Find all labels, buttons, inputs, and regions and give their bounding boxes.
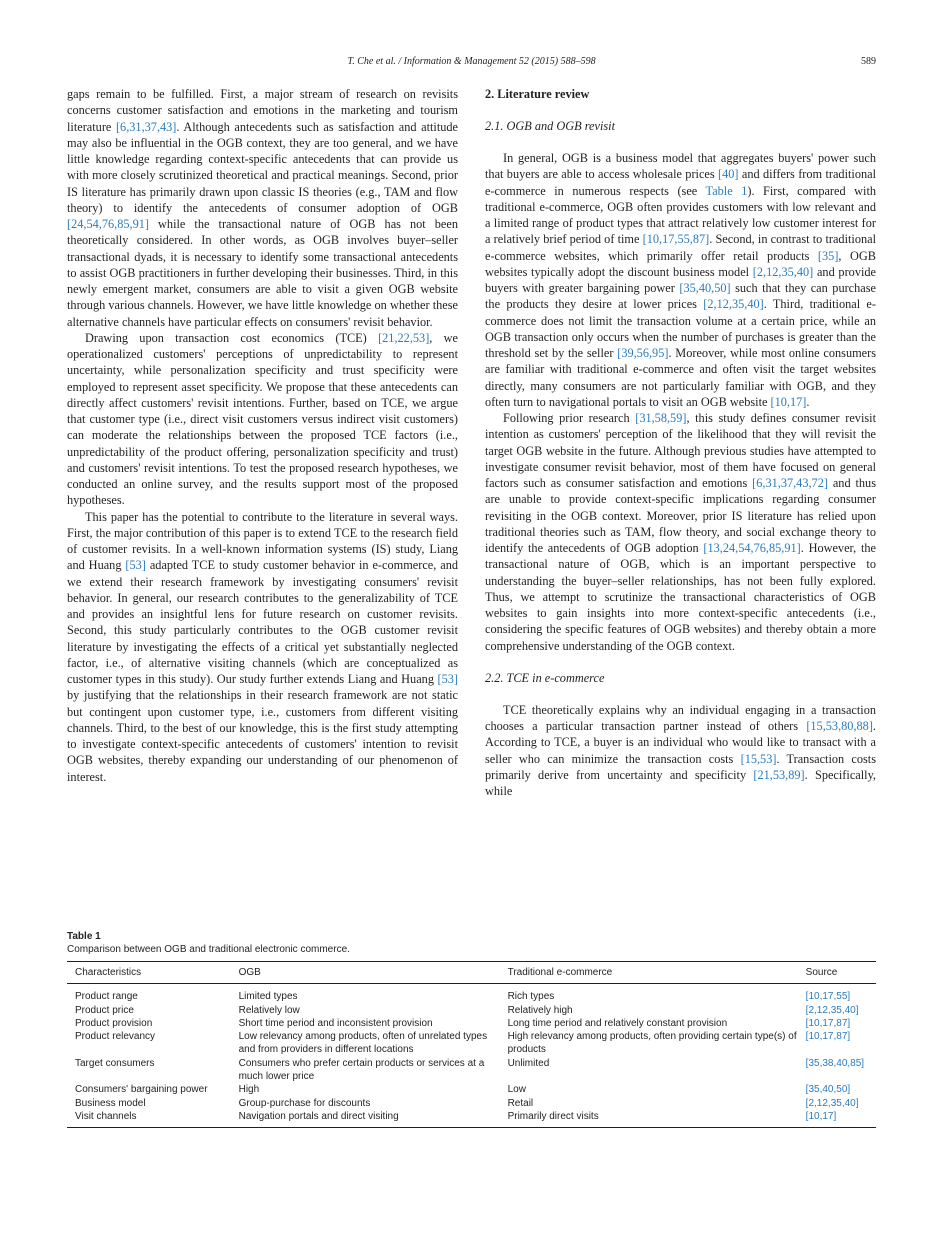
text-run: , this study defines consumer revisit intention as customers' perception of the likelihood that they will revisit the target OGB website in the future. Although previous studies have attempted to investigate consumer revisit behavior, most of them have focused on general factors such as consumer satisfaction and emotions [485, 411, 876, 490]
comparison-table [67, 961, 876, 1128]
ogb-cell: Low relevancy among products, often of unrelated types and from providers in different locations [238, 1031, 488, 1056]
text-run: , we operationalized customers' perceptions of unpredictability to represent uncertainty, while personalization specificity and trust specificity were employed to represent asset specificity. We propose that these antecedents can directly affect customers' revisit intentions. Further, based on TCE, we argue that customer type (i.e., direct visit customers versus indirect visit customers) can moderate the relationships between the proposed TCE factors (i.e., unpredictability of the product offering, personalization specificity and trust) and customers' revisit intentions. To test the proposed research hypotheses, we conducted an online survey, and the results support most of the proposed hypotheses. [67, 330, 458, 508]
characteristic-cell: Target consumers [75, 1057, 155, 1069]
citation-link[interactable]: [40] [718, 167, 739, 182]
text-run: . However, the transactional nature of OGB, which is an important perspective to understanding the buyer–seller relationships, has not been fully explored. Thus, we attempt to scrutinize the transactional characteristics of OGB websites to gain insights into more context-specific antecedents (i.e., considering the specific features of OGB websites) and thereby obtain a more comprehensive understanding of the OGB context. [485, 541, 876, 653]
column-header: Characteristics [67, 962, 231, 984]
table-header-row [67, 962, 876, 984]
table-row [67, 1017, 876, 1030]
citation-link[interactable]: [2,12,35,40] [752, 264, 814, 279]
text-run: . Second, in contrast to traditional e-commerce websites, which primarily offer retail products [485, 232, 876, 263]
text-run: . Transaction costs primarily derive from uncertainty and specificity [485, 751, 876, 782]
characteristic-cell: Business model [75, 1097, 146, 1109]
page-number: 589 [861, 56, 876, 67]
text-run: adapted TCE to study customer behavior in e-commerce, and we extend their research framework by investigating consumers' revisit behavior. In general, our research contributes to the generalizability of TCE and provides an insightful lens for future research on customer revisits. Second, this study particularly contributes to the OGB customer revisit literature by investigating the effects of a critical yet substantially neglected factor, i.e., of alternative visiting channels (which are conceptualized as customer types in this study). Our study further extends Liang and Huang [67, 558, 458, 686]
characteristic-cell: Product range [75, 991, 138, 1003]
table-row [67, 984, 876, 1004]
table-1 [67, 930, 876, 1128]
text-run: Following prior research [503, 411, 636, 425]
text-run: and differs from traditional e-commerce in numerous respects (see [485, 167, 876, 198]
citation-link[interactable]: [35] [817, 248, 839, 263]
journal-citation: T. Che et al. / Information & Management 52 (2015) 588–598 [347, 56, 596, 67]
citation-link[interactable]: [53] [125, 558, 146, 573]
traditional-cell: Relatively high [507, 1004, 573, 1016]
text-run: This paper has the potential to contribute to the literature in several ways. First, the major contribution of this paper is to extend TCE to the research field of customer revisits. In a well-known information systems (IS) study, Liang and Huang [67, 509, 458, 573]
citation-link[interactable]: [21,22,53] [378, 330, 430, 345]
citation-link[interactable]: [13,24,54,76,85,91] [703, 541, 801, 555]
traditional-cell: High relevancy among products, often providing certain type(s) of products [507, 1031, 797, 1056]
text-run: , OGB websites typically adopt the discount business model [485, 248, 876, 279]
source-cell[interactable]: [35,40,50] [805, 1084, 851, 1096]
citation-link[interactable]: [6,31,37,43] [115, 119, 177, 134]
paragraph [485, 410, 876, 654]
source-cell[interactable]: [10,17] [798, 1110, 876, 1128]
text-run: ). First, compared with traditional e-commerce, OGB often provides customers with low relevant and a limited range of product types that attract relatively low customer interest for a relatively brief period of time [485, 183, 877, 247]
paragraph [67, 86, 458, 330]
traditional-cell: Unlimited [507, 1057, 550, 1069]
ogb-cell: Short time period and inconsistent provision [238, 1017, 433, 1029]
ogb-cell: Navigation portals and direct visiting [231, 1110, 500, 1128]
section-heading: 2. Literature review [485, 87, 590, 101]
table-row [67, 1097, 876, 1110]
text-run: and provide buyers with greater bargaining power [485, 264, 876, 295]
source-cell[interactable]: [10,17,87] [805, 1031, 851, 1043]
table-row [67, 1083, 876, 1096]
characteristic-cell: Consumers' bargaining power [75, 1084, 208, 1096]
text-run: TCE theoretically explains why an individual engaging in a transaction chooses a particular transaction partner instead of others [485, 702, 876, 733]
text-run: . Third, traditional e-commerce does not limit the transaction volume at a certain price, while an OGB transaction only occurs when the number of purchases is greater than the threshold set by the seller [485, 297, 876, 360]
ogb-cell: High [238, 1084, 260, 1096]
traditional-cell: Low [507, 1084, 526, 1096]
text-run: . Specifically, while [485, 767, 876, 798]
source-cell[interactable]: [35,38,40,85] [805, 1057, 865, 1069]
text-run: . Moreover, while most online consumers are familiar with traditional e-commerce and often visit the target websites directly, many consumers are not particularly familiar with OGB, and they often turn to navigational portals to visit an OGB website [485, 346, 876, 409]
citation-link[interactable]: [10,17] [770, 394, 807, 409]
source-cell[interactable]: [2,12,35,40] [805, 1004, 859, 1016]
table-caption: Comparison between OGB and traditional electronic commerce. [67, 944, 350, 955]
citation-link[interactable]: [31,58,59] [635, 411, 687, 425]
citation-link[interactable]: [15,53] [740, 751, 777, 766]
citation-link[interactable]: [6,31,37,43,72] [752, 476, 828, 490]
table-row [67, 1030, 876, 1057]
characteristic-cell: Product price [75, 1004, 134, 1016]
citation-link[interactable]: [35,40,50] [679, 281, 731, 295]
running-head [67, 56, 876, 70]
traditional-cell: Retail [507, 1097, 534, 1109]
source-cell[interactable]: [10,17,87] [805, 1017, 851, 1029]
paragraph [485, 150, 876, 410]
text-run: by justifying that the relationships in their research framework are not static but contingent upon customer type, i.e., customers from different visiting channels. Third, to the best of our knowledge, this is the first study attempting to investigate context-specific antecedents of customers' intention to revisit OGB websites, thereby expanding our understanding of our phenomenon of interest. [67, 688, 458, 784]
text-run: gaps remain to be fulfilled. First, a major stream of research on revisits concerns customer satisfaction and emotions in the marketing and tourism literature [67, 87, 458, 134]
subsection-heading: 2.1. OGB and OGB revisit [485, 119, 616, 133]
ogb-cell: Relatively low [238, 1004, 300, 1016]
column-header: Source [798, 962, 876, 984]
table-row [67, 1110, 876, 1128]
text-run: such that they can purchase the products they desire at lower prices [485, 281, 876, 312]
text-run: while the transactional nature of OGB has not been theoretically considered. In other words, as OGB involves buyer–seller transactional dyads, it is necessary to identify some transactional antecedents to assist OGB practitioners in further developing their businesses. Third, in this newly emergent market, consumers are able to visit a given OGB website through various channels. However, we have little knowledge on whether these alternative channels have particular effects on consumers' revisit behavior. [67, 217, 458, 329]
table-label: Table 1 [67, 931, 101, 942]
column-header: Traditional e-commerce [500, 962, 798, 984]
citation-link[interactable]: [39,56,95] [617, 346, 669, 360]
text-run: Drawing upon transaction cost economics (TCE) [85, 330, 379, 345]
citation-link[interactable]: [21,53,89] [753, 767, 805, 782]
table-row [67, 1004, 876, 1017]
paragraph [67, 330, 458, 509]
source-cell[interactable]: [2,12,35,40] [805, 1097, 859, 1109]
text-run: In general, OGB is a business model that aggregates buyers' power such that buyers are able to access wholesale prices [485, 151, 876, 182]
table-row [67, 1057, 876, 1084]
traditional-cell: Primarily direct visits [500, 1110, 798, 1128]
text-run: and thus are unable to provide context-specific implications regarding consumer revisiting in the OGB context. Moreover, prior IS literature has relied upon traditional theories such as TAM, flow theory, and social exchange theory to identify the antecedents of OGB adoption [485, 476, 876, 555]
text-run: . [806, 394, 810, 409]
paragraph [485, 702, 876, 800]
citation-link[interactable]: [53] [437, 672, 458, 686]
characteristic-cell: Product relevancy [75, 1031, 156, 1043]
paragraph [67, 509, 458, 785]
column-header: OGB [231, 962, 500, 984]
citation-link[interactable]: [24,54,76,85,91] [67, 217, 149, 231]
right-column [485, 86, 876, 799]
traditional-cell: Long time period and relatively constant provision [507, 1017, 728, 1029]
subsection-heading: 2.2. TCE in e-commerce [485, 670, 605, 685]
source-cell[interactable]: [10,17,55] [805, 991, 851, 1003]
citation-link[interactable]: Table 1 [705, 183, 748, 198]
citation-link[interactable]: [15,53,80,88] [806, 719, 873, 733]
traditional-cell: Rich types [507, 991, 555, 1003]
text-run: . Although antecedents such as satisfaction and attitude may also be influential in the OGB context, they are too general, and we have little knowledge regarding context-specific antecedents that can provide us with more closely scrutinized theoretical and practical meanings. Second, prior IS literature has primarily drawn upon classic IS theories (e.g., TAM and flow theory) to identify the antecedents of consumer adoption of OGB [67, 119, 458, 215]
ogb-cell: Group-purchase for discounts [238, 1097, 371, 1109]
citation-link[interactable]: [10,17,55,87] [642, 232, 710, 247]
ogb-cell: Limited types [238, 991, 298, 1003]
ogb-cell: Consumers who prefer certain products or services at a much lower price [238, 1057, 485, 1083]
characteristic-cell: Visit channels [67, 1110, 231, 1128]
characteristic-cell: Product provision [75, 1017, 153, 1029]
text-run: . According to TCE, a buyer is an individual who would like to transact with a seller who can minimize the transaction costs [485, 719, 876, 766]
left-column [67, 86, 458, 785]
citation-link[interactable]: [2,12,35,40] [703, 297, 764, 312]
